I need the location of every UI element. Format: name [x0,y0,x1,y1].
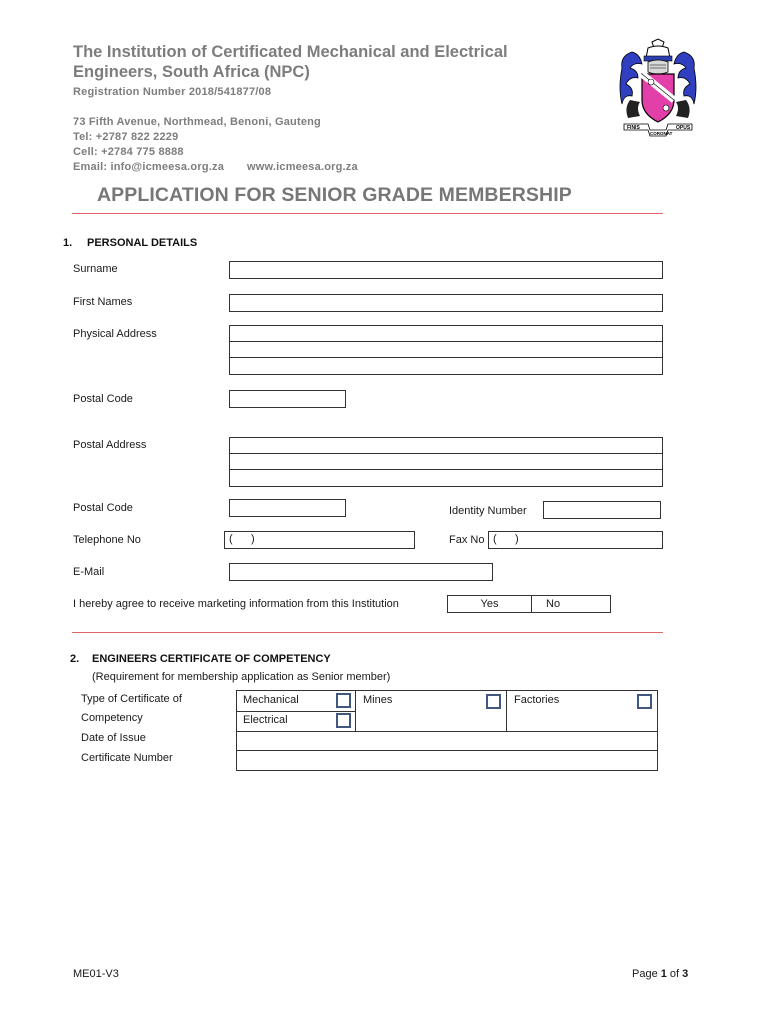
email-label: E-Mail [73,566,105,578]
form-title: APPLICATION FOR SENIOR GRADE MEMBERSHIP [97,184,572,206]
mines-option-label: Mines [363,694,393,706]
postal-code2-label: Postal Code [73,502,133,514]
mechanical-checkbox[interactable] [336,693,351,708]
date-of-issue-field[interactable] [237,732,657,750]
postal-address-line-3[interactable] [229,469,663,487]
address-text: 73 Fifth Avenue, Northmead, Benoni, Gauteng [73,116,321,128]
postal-address-label: Postal Address [73,439,147,451]
organisation-name-line1: The Institution of Certificated Mechanical and Electrical [73,43,508,61]
section2-subtitle: (Requirement for membership application as Senior member) [92,671,391,683]
organisation-name-line2: Engineers, South Africa (NPC) [73,63,310,81]
cell-text: Cell: +2784 775 8888 [73,146,184,158]
physical-address-line-2[interactable] [229,341,663,358]
electrical-checkbox[interactable] [336,713,351,728]
marketing-consent-label: I hereby agree to receive marketing information from this Institution [73,598,399,610]
mines-checkbox[interactable] [486,694,501,709]
email-text[interactable]: Email: info@icmeesa.org.za [73,161,225,173]
telephone-field[interactable] [224,531,415,549]
postal-code-label: Postal Code [73,393,133,405]
date-of-issue-label: Date of Issue [81,732,146,744]
registration-number: Registration Number 2018/541877/08 [73,86,272,98]
logo-motto-left: FINIS [627,125,640,131]
identity-number-field[interactable] [543,501,661,519]
certificate-type-label-line1: Type of Certificate of [81,693,182,705]
page-prefix: Page [632,968,661,980]
page-current: 1 [660,968,667,980]
page-of: of [666,968,683,980]
table-divider [355,691,356,731]
certificate-number-label: Certificate Number [81,752,173,764]
table-divider [237,711,355,712]
certificate-table [236,690,658,771]
form-code: ME01-V3 [73,968,119,980]
fax-label: Fax No [449,534,485,546]
institution-logo [618,38,698,140]
organisation-name [73,42,593,82]
section-divider [72,632,663,633]
factories-option-label: Factories [514,694,560,706]
table-divider [506,691,507,731]
certificate-type-label-line2: Competency [81,712,143,724]
postal-address-line-1[interactable] [229,437,663,454]
surname-field[interactable] [229,261,663,279]
postal-code2-field[interactable] [229,499,346,517]
section2-number: 2. [70,653,80,665]
mechanical-option-label: Mechanical [243,694,299,706]
physical-address-label: Physical Address [73,328,157,340]
title-divider [72,213,663,214]
page-total: 3 [682,968,689,980]
postal-address-line-2[interactable] [229,453,663,470]
postal-code-field[interactable] [229,390,346,408]
certificate-number-field[interactable] [237,751,657,770]
factories-checkbox[interactable] [637,694,652,709]
first-names-label: First Names [73,296,133,308]
section1-number: 1. [63,237,73,249]
identity-number-label: Identity Number [449,505,527,517]
yes-option[interactable]: Yes [448,596,532,612]
fax-field[interactable] [488,531,663,549]
first-names-field[interactable] [229,294,663,312]
telephone-text: Tel: +2787 822 2229 [73,131,179,143]
electrical-option-label: Electrical [243,714,288,726]
physical-address-line-3[interactable] [229,357,663,375]
logo-motto-right: OPUS [676,125,691,131]
fax-prefix: ( ) [493,533,519,545]
email-field[interactable] [229,563,493,581]
marketing-consent-options [447,595,611,613]
telephone-label: Telephone No [73,534,141,546]
telephone-prefix: ( ) [229,533,255,545]
page-indicator [632,968,688,980]
coat-of-arms-icon [618,38,698,140]
website-link[interactable]: www.icmeesa.org.za [247,161,358,173]
physical-address-line-1[interactable] [229,325,663,342]
section2-title: ENGINEERS CERTIFICATE OF COMPETENCY [92,653,331,665]
no-option[interactable]: No [546,598,561,610]
surname-label: Surname [73,263,118,275]
section1-title: PERSONAL DETAILS [87,237,198,249]
logo-motto-bottom: CORONAT [650,131,673,136]
